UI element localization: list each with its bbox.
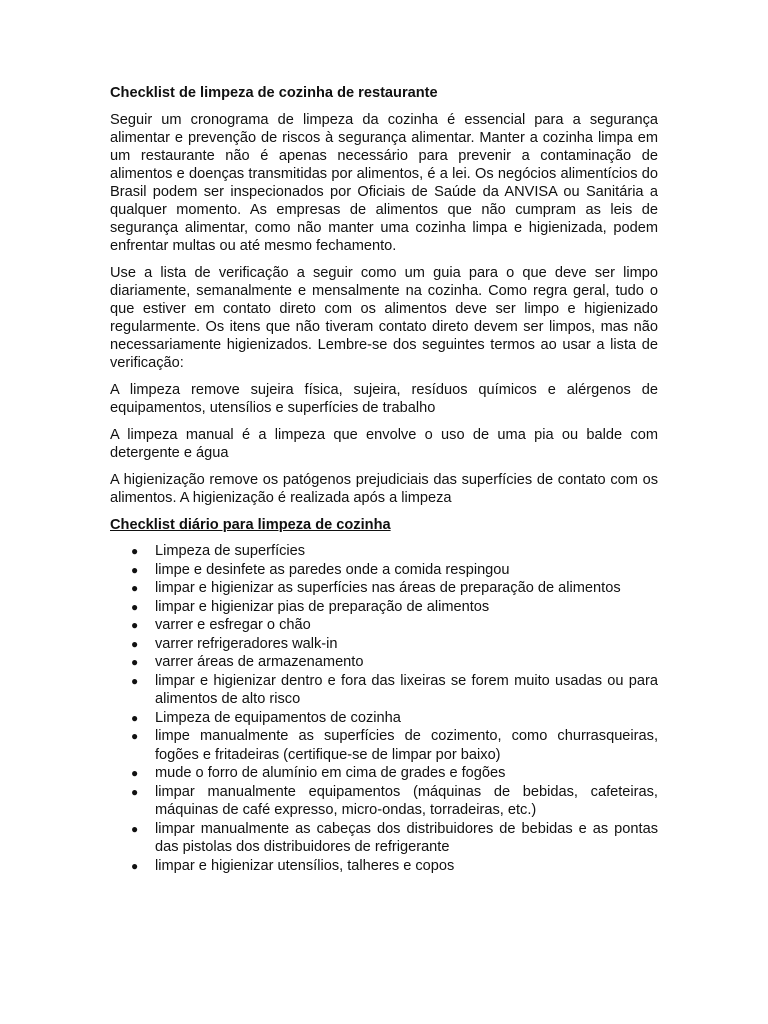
bullet-icon: ●	[131, 544, 139, 558]
bullet-icon: ●	[131, 729, 139, 743]
bullet-icon: ●	[131, 710, 139, 725]
intro-paragraph: Seguir um cronograma de limpeza da cozinha é essencial para a segurança alimentar e prevenção de riscos à segurança alimentar. Manter a cozinha limpa em um restaurante não é apenas necessário para prevenir a contaminação de alimentos e doenças transmitidas por alimentos, é a lei. Os negócios alimentícios do Brasil podem ser inspecionados por Oficiais de Saúde da ANVISA ou Sanitária a qualquer momento. As empresas de alimentos que não cumpram as leis de segurança alimentar, como não manter uma cozinha limpa e higienizada, podem enfrentar multas ou até mesmo fechamento.	[110, 112, 658, 254]
checklist-item	[110, 542, 658, 561]
document-page	[110, 84, 658, 875]
checklist-item	[110, 616, 658, 635]
bullet-icon: ●	[131, 618, 139, 632]
bullet-icon: ●	[131, 821, 139, 836]
document-title: Checklist de limpeza de cozinha de restaurante	[110, 85, 438, 101]
checklist-item-text: limpar e higienizar dentro e fora das lixeiras se forem muito usadas ou para alimentos de alto risco	[155, 672, 658, 707]
checklist-item-text: varrer refrigeradores walk-in	[155, 635, 338, 652]
bullet-icon: ●	[131, 581, 139, 595]
checklist-item-text: Limpeza de superfícies	[155, 543, 306, 559]
checklist-item-text: varrer áreas de armazenamento	[155, 654, 364, 670]
bullet-icon: ●	[131, 655, 139, 669]
checklist-item	[110, 561, 658, 580]
checklist-item-text: limpar manualmente as cabeças dos distribuidores de bebidas e as pontas das pistolas dos distribuidores de refrigerante	[155, 820, 658, 855]
checklist-item	[110, 820, 658, 857]
bullet-icon: ●	[131, 562, 139, 577]
checklist-item-text: limpe manualmente as superfícies de cozimento, como churrasqueiras, fogões e fritadeiras (certifique-se de limpar por baixo)	[155, 728, 658, 763]
checklist-item-text: mude o forro de alumínio em cima de grades e fogões	[155, 765, 506, 781]
checklist-item	[110, 579, 658, 598]
checklist-item-text: limpar e higienizar pias de preparação de alimentos	[155, 598, 490, 615]
checklist-item	[110, 764, 658, 783]
checklist-item-text: limpar e higienizar as superfícies nas áreas de preparação de alimentos	[155, 580, 621, 596]
checklist-item-text: limpar e higienizar utensílios, talheres e copos	[155, 857, 455, 874]
bullet-icon: ●	[131, 784, 139, 799]
daily-checklist	[110, 542, 658, 875]
checklist-item	[110, 783, 658, 820]
daily-checklist-heading: Checklist diário para limpeza de cozinha	[110, 517, 391, 533]
checklist-item-text: limpar manualmente equipamentos (máquinas de bebidas, cafeteiras, máquinas de café expresso, micro-ondas, torradeiras, etc.)	[155, 783, 658, 818]
checklist-item	[110, 672, 658, 709]
definition-cleaning: A limpeza remove sujeira física, sujeira, resíduos químicos e alérgenos de equipamentos, utensílios e superfícies de trabalho	[110, 382, 658, 416]
checklist-item	[110, 857, 658, 876]
bullet-icon: ●	[131, 766, 139, 780]
checklist-item	[110, 635, 658, 654]
checklist-item	[110, 653, 658, 672]
bullet-icon: ●	[131, 599, 139, 614]
checklist-item	[110, 598, 658, 617]
definition-manual-cleaning: A limpeza manual é a limpeza que envolve o uso de uma pia ou balde com detergente e água	[110, 427, 658, 461]
bullet-icon: ●	[131, 673, 139, 688]
checklist-item-text: varrer e esfregar o chão	[155, 617, 311, 633]
checklist-item	[110, 709, 658, 728]
guide-paragraph: Use a lista de verificação a seguir como um guia para o que deve ser limpo diariamente, semanalmente e mensalmente na cozinha. Como regra geral, tudo o que estiver em contato direto com os alimentos deve ser limpo e higienizado regularmente. Os itens que não tiveram contato direto devem ser limpos, mas não necessariamente higienizados. Lembre-se dos seguintes termos ao usar a lista de verificação:	[110, 265, 658, 371]
bullet-icon: ●	[131, 858, 139, 873]
definition-sanitizing: A higienização remove os patógenos prejudiciais das superfícies de contato com os alimentos. A higienização é realizada após a limpeza	[110, 472, 658, 506]
checklist-item-text: limpe e desinfete as paredes onde a comida respingou	[155, 561, 510, 578]
checklist-item	[110, 727, 658, 764]
checklist-item-text: Limpeza de equipamentos de cozinha	[155, 709, 401, 726]
bullet-icon: ●	[131, 636, 139, 651]
